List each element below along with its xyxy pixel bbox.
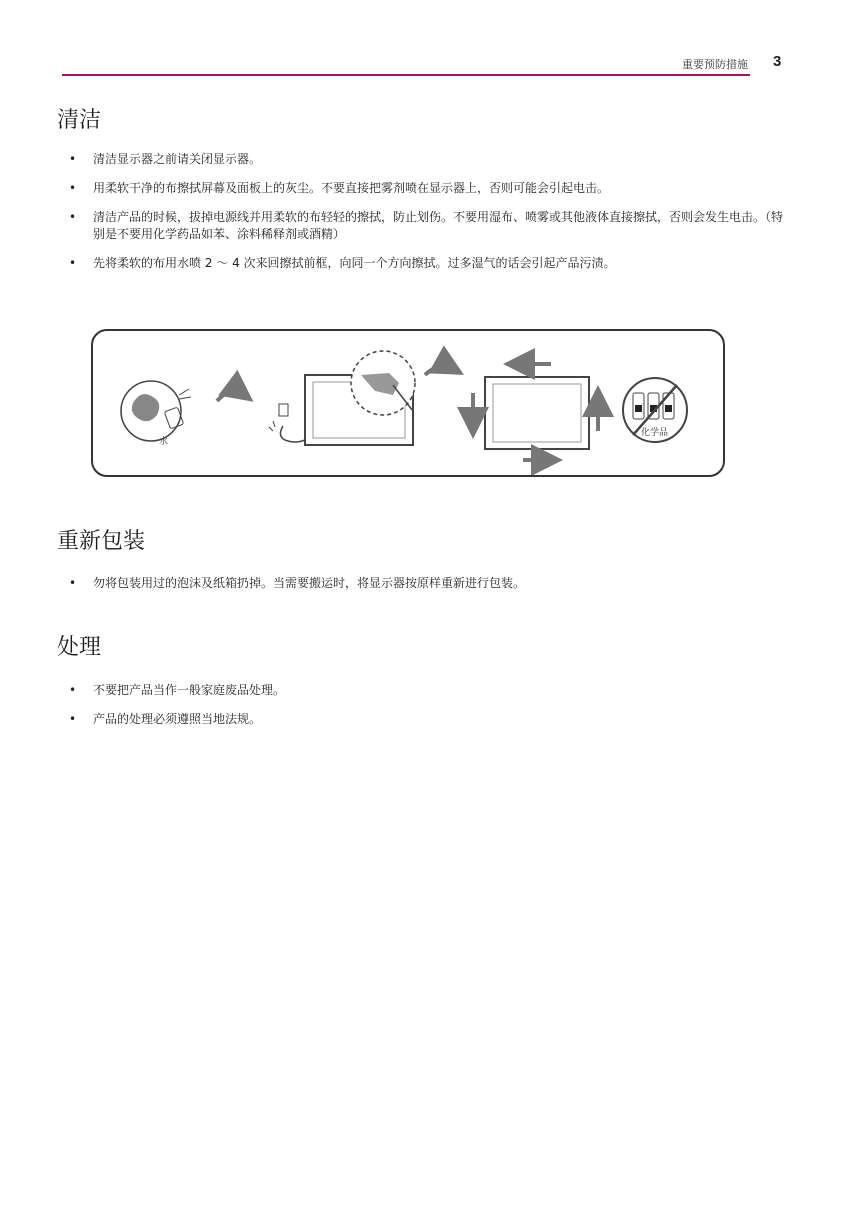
water-spray-icon xyxy=(121,381,191,441)
list-item: • 清洁产品的时候，拔掉电源线并用柔软的布轻轻的擦拭，防止划伤。不要用湿布、喷雾或其他液体直接擦拭，否则会发生电击。（特别是不要用化学药品如苯、涂料稀释剂或酒精） xyxy=(69,210,784,241)
list-item: • 先将柔软的布用水喷 2 ～ 4 次来回擦拭前框，向同一个方向擦拭。过多湿气的话会引起产品污渍。 xyxy=(69,256,616,270)
list-item: • 勿将包装用过的泡沫及纸箱扔掉。当需要搬运时，将显示器按原样重新进行包装。 xyxy=(69,576,526,590)
list-item: • 不要把产品当作一般家庭废品处理。 xyxy=(69,683,286,697)
section-title-cleaning: 清洁 xyxy=(57,108,102,133)
list-item-text: 不要把产品当作一般家庭废品处理。 xyxy=(93,683,286,697)
header-rule xyxy=(62,74,750,76)
chemical-label: 化学品 xyxy=(641,428,669,438)
list-item-text: 先将柔软的布用水喷 2 ～ 4 次来回擦拭前框，向同一个方向擦拭。过多湿气的话会引起产品污渍。 xyxy=(93,256,616,270)
list-item-text: 产品的处理必须遵照当地法规。 xyxy=(93,712,262,726)
monitor-icon xyxy=(305,351,415,445)
list-item: • 产品的处理必须遵照当地法规。 xyxy=(69,712,262,726)
cleaning-illustration xyxy=(91,329,725,477)
list-item-text: 用柔软干净的布擦拭屏幕及面板上的灰尘。不要直接把雾剂喷在显示器上，否则可能会引起电击。 xyxy=(93,181,610,195)
arrow-icon xyxy=(425,367,457,375)
water-label: 水 xyxy=(159,437,169,447)
list-item-text: 清洁产品的时候，拔掉电源线并用柔软的布轻轻的擦拭，防止划伤。不要用湿布、喷雾或其他液体直接擦拭，否则会发生电击。（特别是不要用化学药品如苯、涂料稀释剂或酒精） xyxy=(93,210,784,241)
repackaging-list xyxy=(57,575,787,604)
page-number: 3 xyxy=(773,53,782,70)
disposal-list xyxy=(57,682,787,740)
power-plug-icon xyxy=(269,404,305,442)
wipe-direction-monitor-icon xyxy=(473,364,598,460)
list-item-text: 勿将包装用过的泡沫及纸箱扔掉。当需要搬运时，将显示器按原样重新进行包装。 xyxy=(93,576,526,590)
list-item: • 清洁显示器之前请关闭显示器。 xyxy=(69,152,262,166)
arrow-icon xyxy=(217,392,247,401)
section-title-disposal: 处理 xyxy=(57,635,102,660)
list-item: • 用柔软干净的布擦拭屏幕及面板上的灰尘。不要直接把雾剂喷在显示器上，否则可能会引起电击。 xyxy=(69,181,610,195)
list-item-text: 清洁显示器之前请关闭显示器。 xyxy=(93,152,262,166)
cleaning-list xyxy=(57,151,787,284)
header-section-title: 重要预防措施 xyxy=(682,58,748,71)
section-title-repackaging: 重新包装 xyxy=(57,529,146,554)
